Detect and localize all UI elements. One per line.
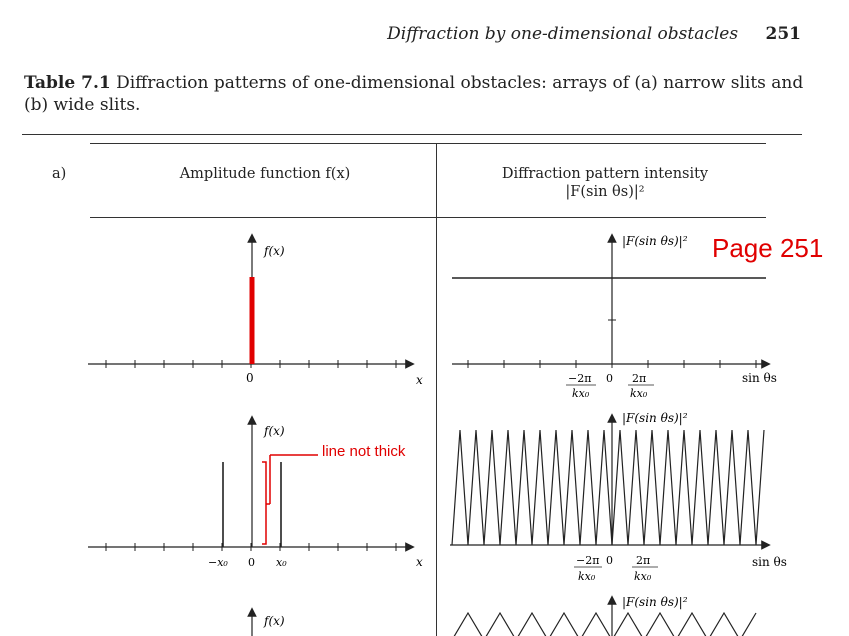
pos-2pi-label: 2π [632, 372, 647, 385]
pos-x0-label: x₀ [276, 556, 287, 569]
kx0-label-left: kx₀ [572, 387, 590, 400]
peak-pattern [452, 613, 756, 636]
col1-header: Amplitude function f(x) [179, 166, 351, 182]
fringe-pattern [452, 430, 764, 545]
annotation-bracket [262, 462, 270, 544]
kx0-label-right: kx₀ [634, 570, 652, 583]
sin-axis-label: sin θs [752, 555, 787, 569]
section-label-a: a) [52, 166, 67, 182]
neg-2pi-label: −2π [576, 554, 600, 567]
sin-axis-label: sin θs [742, 371, 777, 385]
intensity-label: |F(sin θs)|² [622, 595, 688, 609]
x-axis-label: x [416, 555, 423, 569]
col2-header-line2: |F(sin θs)|² [565, 184, 645, 200]
intensity-label: |F(sin θs)|² [622, 234, 688, 248]
plot-double-slit-intensity [450, 411, 787, 583]
page-number: 251 [765, 24, 801, 44]
neg-x0-label: −x₀ [208, 556, 228, 569]
neg-2pi-label: −2π [568, 372, 592, 385]
table-label: Table 7.1 [24, 73, 111, 93]
annotation-page-note: Page 251 [712, 233, 824, 263]
kx0-label-right: kx₀ [630, 387, 648, 400]
zero-label: 0 [248, 556, 255, 569]
annotation-line-note: line not thick [322, 443, 406, 460]
fx-label: f(x) [264, 244, 285, 258]
x-axis-label: x [416, 373, 423, 387]
table-caption-text: Diffraction patterns of one-dimensional obstacles: arrays of (a) narrow slits and (b) wide slits. [24, 73, 804, 115]
plot-single-slit-amplitude [88, 238, 423, 387]
kx0-label-left: kx₀ [578, 570, 596, 583]
zero-label: 0 [246, 371, 254, 385]
chapter-title: Diffraction by one-dimensional obstacles [387, 24, 739, 44]
fx-label: f(x) [264, 424, 285, 438]
zero-label-intensity: 0 [606, 372, 613, 385]
pos-2pi-label: 2π [636, 554, 651, 567]
fx-label: f(x) [264, 614, 285, 628]
col2-header-line1: Diffraction pattern intensity [501, 166, 709, 182]
intensity-label: |F(sin θs)|² [622, 411, 688, 425]
plot-row3-partial [252, 595, 756, 636]
zero-label-intensity: 0 [606, 554, 613, 567]
